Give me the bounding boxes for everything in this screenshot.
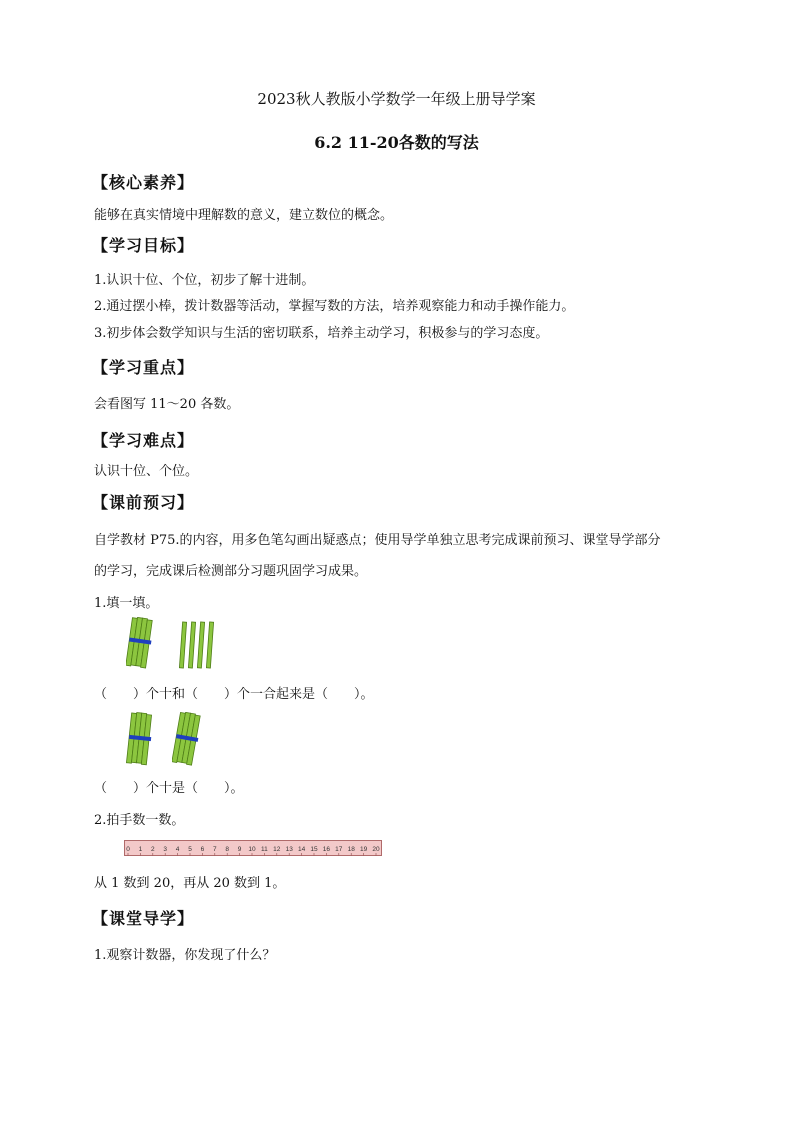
ruler-number: 12 (273, 846, 281, 853)
heading-difficulties: 【学习难点】 (92, 431, 195, 450)
ruler-number: 3 (163, 846, 168, 853)
heading-core-literacy: 【核心素养】 (92, 173, 195, 192)
heading-learning-goals: 【学习目标】 (92, 236, 195, 255)
ruler-number: 18 (347, 846, 355, 853)
two-bundles-second-image (172, 712, 202, 766)
difficulties-text: 认识十位、个位。 (94, 464, 199, 479)
bundle-of-ten-sticks-image (126, 617, 154, 669)
ruler-number: 14 (297, 846, 306, 853)
ruler-number: 16 (322, 846, 331, 853)
ruler-number: 13 (285, 846, 293, 853)
pre-study-intro-line2: 的学习，完成课后检测部分习题巩固学习成果。 (94, 564, 368, 579)
ruler-number: 7 (212, 846, 217, 853)
document-title: 2023秋人教版小学数学一年级上册导学案 (257, 90, 536, 108)
heading-classroom-guide: 【课堂导学】 (92, 909, 195, 928)
heading-key-points: 【学习重点】 (92, 358, 195, 377)
heading-pre-study: 【课前预习】 (92, 493, 195, 512)
core-literacy-text: 能够在真实情境中理解数的意义，建立数位的概念。 (94, 208, 394, 223)
ruler-number: 9 (237, 846, 242, 853)
ruler-number: 15 (310, 846, 318, 853)
ruler-number: 19 (359, 846, 368, 853)
fill-blank-line-2: （ ）个十是（ ）。 (94, 781, 244, 796)
ruler-number: 1 (138, 846, 143, 853)
key-points-text: 会看图写 11～20 各数。 (94, 397, 240, 412)
two-bundles-first-image (126, 712, 154, 766)
ruler-number: 0 (126, 846, 130, 853)
fill-blank-line-1: （ ）个十和（ ）个一合起来是（ ）。 (94, 687, 374, 702)
lesson-title: 6.2 11-20各数的写法 (314, 133, 479, 152)
question-2-label: 2.拍手数一数。 (94, 813, 185, 828)
question-2-text: 从 1 数到 20，再从 20 数到 1。 (94, 876, 286, 891)
single-sticks-image (176, 620, 216, 670)
ruler-number: 2 (150, 846, 155, 853)
ruler-number: 20 (372, 846, 380, 853)
ruler-number: 5 (188, 846, 192, 853)
ruler-number: 6 (200, 846, 205, 853)
number-ruler-0-20 (124, 840, 382, 856)
classroom-question-1: 1.观察计数器，你发现了什么？ (94, 948, 276, 963)
goal-item-3: 3.初步体会数学知识与生活的密切联系，培养主动学习，积极参与的学习态度。 (94, 326, 549, 341)
ruler-number: 10 (248, 846, 256, 853)
pre-study-intro-line1: 自学教材 P75.的内容，用多色笔勾画出疑惑点；使用导学单独立思考完成课前预习、课堂导学部分 (94, 533, 661, 548)
goal-item-1: 1.认识十位、个位，初步了解十进制。 (94, 273, 315, 288)
ruler-number: 17 (335, 846, 343, 853)
ruler-number: 11 (261, 846, 268, 853)
goal-item-2: 2.通过摆小棒，拨计数器等活动，掌握写数的方法，培养观察能力和动手操作能力。 (94, 299, 575, 314)
ruler-number: 8 (225, 846, 230, 853)
question-1-label: 1.填一填。 (94, 596, 159, 611)
ruler-number: 4 (175, 846, 180, 853)
